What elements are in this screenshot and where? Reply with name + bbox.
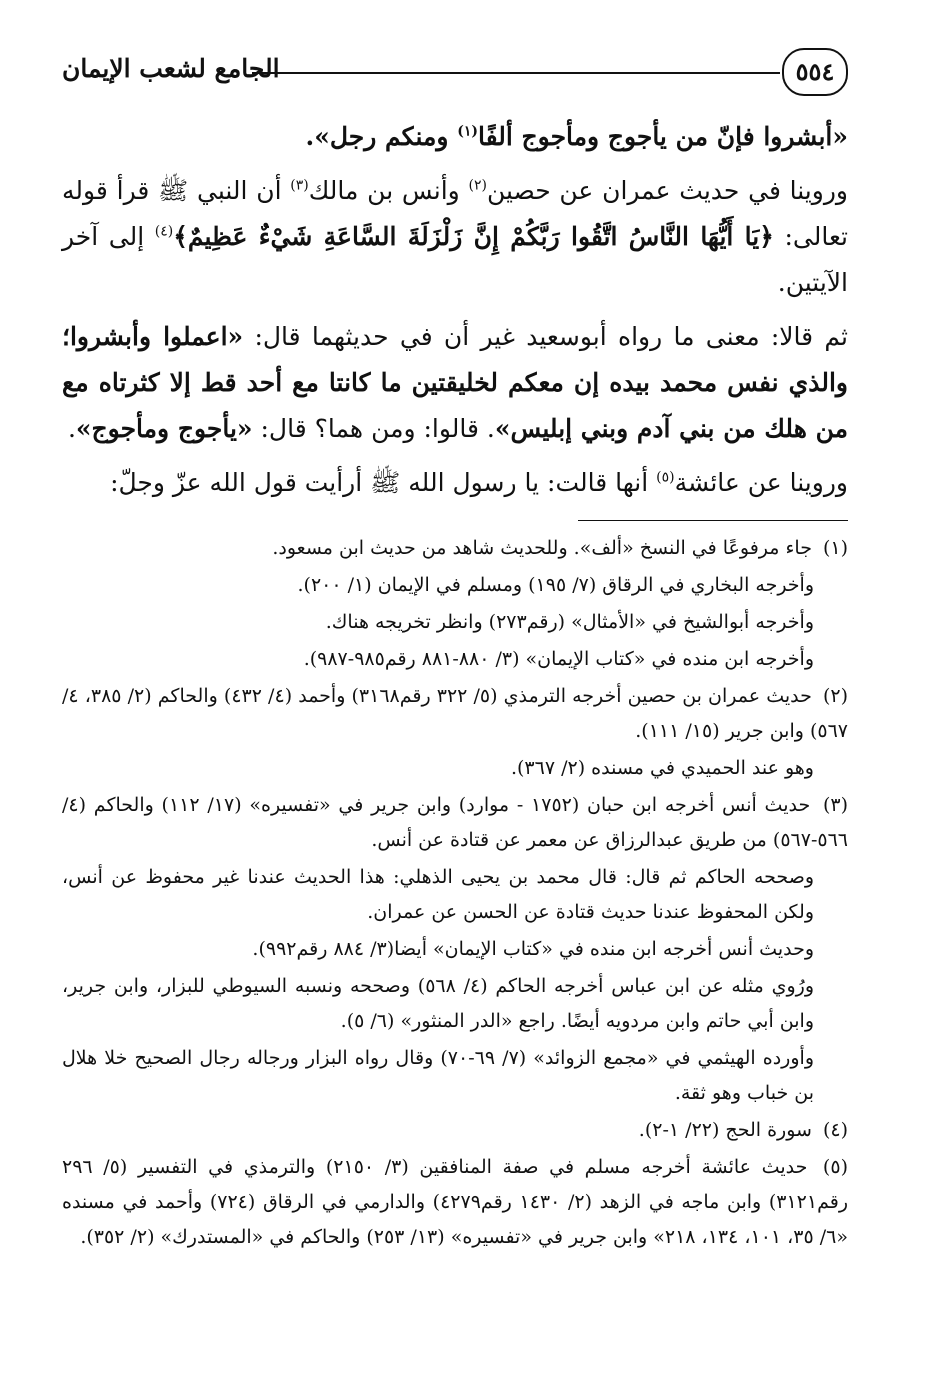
p4-text-b: أنها قالت: يا رسول الله ﷺ أرأيت قول الله عزّ وجلّ:	[110, 468, 657, 497]
book-page	[62, 40, 848, 1340]
footnote-1	[62, 531, 848, 566]
footnote-text: حديث أنس أخرجه ابن حبان (١٧٥٢ - موارد) وابن جرير في «تفسيره» (١٧/ ١١٢) والحاكم (٤/ ٥٦٦-٥٦٧) من طريق عبدالرزاق عن معمر عن قتادة عن أنس.	[62, 794, 848, 851]
paragraph-1	[62, 114, 848, 160]
main-text	[62, 114, 848, 506]
footnote-3-line: ورُوي مثله عن ابن عباس أخرجه الحاكم (٤/ ٥٦٨) وصححه ونسبه السيوطي للبزار، وابن جرير، وابن أبي حاتم وابن مردويه أيضًا. راجع «الدر المنثور» (٦/ ٥).	[62, 975, 814, 1032]
p2-text-b: وأنس بن مالك	[308, 176, 469, 205]
page-number: ٥٥٤	[782, 48, 848, 96]
hadith-quote-end: ومنكم رجل».	[305, 122, 458, 151]
footnote-text: سورة الحج (٢٢/ ١-٢).	[638, 1119, 812, 1141]
paragraph-4	[62, 460, 848, 506]
footnote-2	[62, 679, 848, 749]
footnote-divider	[578, 520, 848, 521]
header-rule	[252, 72, 780, 74]
hadith-quote-3: «يأجوج ومأجوج»	[75, 414, 253, 443]
footnote-number: (٤)	[822, 1119, 848, 1141]
p3-text-b: . قالوا: ومن هما؟ قال:	[252, 414, 495, 443]
footnote-text: حديث عائشة أخرجه مسلم في صفة المنافقين (٣/ ٢١٥٠) والترمذي في التفسير (٥/ ٢٩٦ رقم٣١٢١) وابن ماجه في الزهد (٢/ ١٤٣٠ رقم٤٢٧٩) والدارمي في الرقاق (٧٢٤) وأحمد في مسنده «٦/ ٣٥، ١٠١، ١٣٤، ٢١٨» وابن جرير في «تفسيره» (١٣/ ٢٥٣) والحاكم في «المستدرك» (٢/ ٣٥٢).	[62, 1156, 848, 1248]
paragraph-3	[62, 314, 848, 452]
hadith-quote-2: «اعملوا وأبشروا؛ والذي نفس محمد بيده إن معكم لخليقتين ما كانتا مع أحد قط إلا كثرتاه مع من هلك من بني آدم وبني إبليس»	[62, 322, 848, 443]
quran-verse: ﴿يَا أَيُّهَا النَّاسُ اتَّقُوا رَبَّكُمْ إِنَّ زَلْزَلَةَ السَّاعَةِ شَيْءٌ عَظِيمٌ﴾	[173, 222, 774, 251]
footnote-ref-2: (٢)	[468, 177, 487, 194]
footnote-text: جاء مرفوعًا في النسخ «ألف». وللحديث شاهد من حديث ابن مسعود.	[272, 537, 812, 559]
footnote-3	[62, 788, 848, 858]
footnote-1-line: وأخرجه أبوالشيخ في «الأمثال» (رقم٢٧٣) وانظر تخريجه هناك.	[325, 611, 814, 633]
footnote-ref-4: (٤)	[154, 223, 174, 240]
footnote-2-line: وهو عند الحميدي في مسنده (٢/ ٣٦٧).	[510, 757, 814, 779]
footnote-3-line: وأورده الهيثمي في «مجمع الزوائد» (٧/ ٦٩-٧٠) وقال رواه البزار ورجاله رجال الصحيح خلا هلال بن خباب وهو ثقة.	[62, 1047, 814, 1104]
paragraph-2	[62, 168, 848, 306]
footnote-number: (١)	[822, 537, 848, 559]
footnote-text: حديث عمران بن حصين أخرجه الترمذي (٥/ ٣٢٢ رقم٣١٦٨) وأحمد (٤/ ٤٣٢) والحاكم (٢/ ٣٨٥، ٤/ ٥٦٧) وابن جرير (١٥/ ١١١).	[62, 685, 848, 742]
p4-text-a: وروينا عن عائشة	[674, 468, 848, 497]
footnote-ref-3: (٣)	[290, 177, 309, 194]
footnote-1-line: وأخرجه ابن منده في «كتاب الإيمان» (٣/ ٨٨٠-٨٨١ رقم٩٨٥-٩٨٧).	[303, 648, 814, 670]
p2-text-a: وروينا في حديث عمران عن حصين	[486, 176, 848, 205]
footnote-3-line: وحديث أنس أخرجه ابن منده في «كتاب الإيمان» أيضا(٣/ ٨٨٤ رقم٩٩٢).	[252, 938, 814, 960]
footnote-ref-1: (١)	[457, 123, 478, 140]
footnote-1-line: وأخرجه البخاري في الرقاق (٧/ ١٩٥) ومسلم في الإيمان (١/ ٢٠٠).	[297, 574, 814, 596]
page-header	[62, 40, 848, 102]
p3-text-a: ثم قالا: معنى ما رواه أبوسعيد غير أن في حديثهما قال:	[243, 322, 848, 351]
footnote-number: (٥)	[822, 1156, 848, 1178]
footnote-number: (٢)	[822, 685, 848, 707]
footnote-ref-5: (٥)	[656, 469, 675, 486]
footnote-4	[62, 1113, 848, 1148]
footnote-5	[62, 1150, 848, 1255]
p2-text-c: أن النبي ﷺ قرأ قوله تعالى:	[62, 176, 848, 251]
footnotes	[62, 531, 848, 1255]
running-title: الجامع لشعب الإيمان	[62, 54, 280, 83]
footnote-number: (٣)	[822, 794, 848, 816]
p3-text-c: .	[67, 414, 76, 443]
hadith-quote: «أبشروا فإنّ من يأجوج ومأجوج ألفًا	[477, 122, 848, 151]
p2-text-d: إلى آخر الآيتين.	[62, 222, 848, 297]
footnote-3-line: وصححه الحاكم ثم قال: قال محمد بن يحيى الذهلي: هذا الحديث عندنا غير محفوظ عن أنس، ولكن المحفوظ عندنا حديث قتادة عن الحسن عن عمران.	[62, 866, 814, 923]
